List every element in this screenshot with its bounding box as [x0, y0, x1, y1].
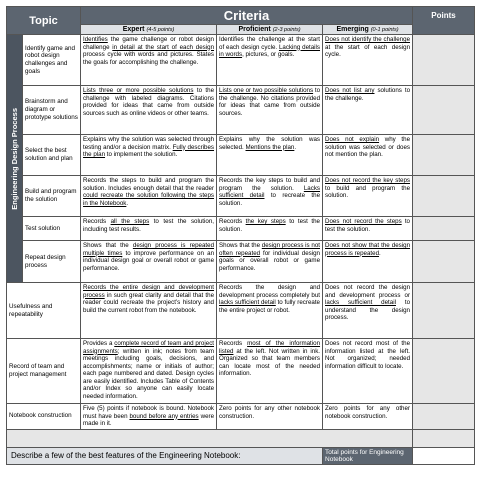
level-emerging-header: Emerging (0-1 points)	[323, 25, 413, 35]
points-input-cell[interactable]	[413, 283, 475, 339]
points-cell-blank	[413, 429, 475, 447]
criteria-text-segment: , pictures, or goals.	[242, 51, 295, 58]
criteria-text-segment: were made in it.	[83, 412, 215, 427]
criteria-text-segment: all the steps	[110, 218, 150, 225]
criteria-proficient-cell	[217, 283, 323, 339]
criteria-proficient-cell	[217, 241, 323, 283]
points-input-cell[interactable]	[413, 339, 475, 404]
criteria-text-segment: to test the solution.	[325, 218, 411, 233]
criteria-header: Criteria	[81, 7, 413, 25]
rubric-row	[7, 404, 475, 430]
criteria-text-segment: to implement the solution.	[105, 151, 178, 158]
row-topic: Usefulness and repeatability	[7, 283, 81, 339]
criteria-text-segment: to understand the design process.	[325, 299, 411, 321]
criteria-text-segment: Does not list any	[325, 87, 375, 94]
points-input-cell[interactable]	[413, 404, 475, 430]
criteria-text-segment: Lacking details in words	[219, 43, 321, 58]
criteria-text-segment: lacks sufficient detail	[219, 299, 276, 306]
criteria-text-segment: Records the steps to build and program the solution. Includes enough detail that the reader	[83, 177, 215, 192]
criteria-text-segment: Lists one or two possible solutions	[219, 87, 314, 94]
criteria-text-segment: Does not record most of the information listed at the left. Not organized; needed information difficult to locate.	[325, 340, 411, 370]
criteria-expert-cell	[81, 404, 217, 430]
criteria-text-segment: Zero points for any other notebook construction.	[325, 405, 411, 420]
criteria-text-segment: Lacks sufficient detail	[219, 184, 321, 199]
criteria-emerging-cell	[323, 339, 413, 404]
criteria-proficient-cell	[217, 339, 323, 404]
criteria-text-segment: the game challenge or robot design challenge	[83, 36, 215, 51]
criteria-expert-cell	[81, 217, 217, 241]
criteria-expert-cell	[81, 176, 217, 217]
criteria-text-segment: Provides a	[83, 340, 115, 347]
rubric-table	[6, 6, 475, 465]
criteria-text-segment: .	[294, 143, 297, 151]
criteria-text-segment: bound before any entries	[129, 412, 199, 420]
criteria-text-segment: Explains why the solution was selected.	[219, 136, 321, 151]
criteria-text-segment: to test the solution, including test results.	[83, 218, 215, 233]
criteria-text-segment: .	[379, 249, 381, 257]
points-input-cell[interactable]	[413, 217, 475, 241]
criteria-expert-cell	[81, 86, 217, 135]
criteria-text-segment: Records	[219, 218, 246, 225]
total-points-label: Total points for Engineering Notebook	[323, 447, 413, 464]
criteria-text-segment: Lists three or more possible solutions	[83, 87, 194, 94]
criteria-text-segment: Zero points for any other notebook construction.	[219, 405, 321, 420]
criteria-expert-cell	[81, 339, 217, 404]
criteria-proficient-cell	[217, 35, 323, 86]
criteria-text-segment: ; written in ink; notes from team meetings including goals, decisions, and accomplishments; name or initials of author; each page numbered and dated. Design cycles are easily identified. Includes Table of Contents and/or Index so anyone can easily locate needed information.	[83, 347, 215, 400]
criteria-text-segment: to test the solution.	[219, 218, 320, 233]
criteria-text-segment: solutions to the challenge.	[325, 87, 411, 102]
criteria-text-segment: Shows that the	[83, 242, 133, 249]
points-input-cell[interactable]	[413, 35, 475, 86]
criteria-expert-cell	[81, 35, 217, 86]
criteria-text-segment: Does not record the key steps	[325, 177, 411, 184]
criteria-text-segment: for individual design goals or overall robot or game performance.	[219, 249, 321, 272]
row-topic: Brainstorm and diagram or prototype solutions	[23, 86, 81, 135]
points-input-cell[interactable]	[413, 241, 475, 283]
criteria-text-segment: Does not show that the design process is repeated	[325, 242, 411, 257]
criteria-text-segment: could recreate the solution following the steps in the Notebook	[83, 192, 215, 207]
criteria-text-segment: Records	[83, 218, 111, 225]
criteria-text-segment: lacks sufficient detail	[325, 299, 396, 306]
row-topic: Select the best solution and plan	[23, 135, 81, 176]
section-label: Engineering Design Process	[10, 107, 19, 210]
rubric-row	[7, 241, 475, 283]
criteria-text-segment: at the start of each design cycle.	[325, 43, 411, 58]
criteria-expert-cell	[81, 283, 217, 339]
points-header: Points	[413, 7, 475, 35]
row-topic: Build and program the solution	[23, 176, 81, 217]
criteria-text-segment: the key steps	[245, 218, 286, 225]
rubric-row	[7, 135, 475, 176]
criteria-text-segment: most of the information listed	[219, 340, 321, 355]
criteria-text-segment: Fully describes the plan	[83, 143, 215, 158]
rubric-row	[7, 176, 475, 217]
rubric-sheet	[6, 6, 474, 494]
level-proficient-header: Proficient (2-3 points)	[217, 25, 323, 35]
criteria-text-segment: design process is repeated multiple times	[83, 242, 215, 257]
criteria-text-segment: Does not record the design and development process or	[325, 284, 411, 299]
criteria-text-segment: in such great clarity and detail that the reader could recreate the project’s history and build the current robot from the notebook.	[83, 291, 215, 314]
criteria-text-segment: .	[126, 199, 129, 207]
criteria-text-segment: in detail at the start of each design	[112, 43, 215, 51]
points-input-cell[interactable]	[413, 86, 475, 135]
criteria-text-segment: Records the key steps to build and program the solution.	[219, 177, 321, 192]
criteria-text-segment: to recreate the solution.	[219, 192, 321, 207]
row-topic: Test solution	[23, 217, 81, 241]
criteria-proficient-cell	[217, 217, 323, 241]
criteria-emerging-cell	[323, 86, 413, 135]
criteria-emerging-cell	[323, 35, 413, 86]
criteria-text-segment: Records the design and development process completely but	[219, 284, 321, 299]
criteria-text-segment: to the challenge. No citations provided for ideas that came from outside sources.	[219, 87, 321, 117]
criteria-text-segment: Records the entire design and development process	[83, 284, 215, 299]
criteria-emerging-cell	[323, 217, 413, 241]
criteria-text-segment: to improve performance on an individual design goal or overall robot or game performance.	[83, 249, 215, 272]
criteria-emerging-cell	[323, 135, 413, 176]
criteria-text-segment: to build and program the solution.	[325, 184, 411, 199]
criteria-expert-cell	[81, 241, 217, 283]
criteria-text-segment: to fully recreate the entire project or robot.	[219, 299, 320, 314]
criteria-text-segment: design process is not often repeated	[219, 242, 321, 257]
criteria-proficient-cell	[217, 404, 323, 430]
criteria-text-segment: to the challenge with labeled diagrams. Citations provided for ideas that came from outside sources such as online videos or other teams.	[83, 87, 215, 117]
criteria-text-segment: Records	[219, 340, 248, 347]
row-topic: Identify game and robot design challenges and goals	[23, 35, 81, 86]
criteria-text-segment: Five (5) points if notebook is bound. Notebook must have been	[83, 405, 215, 420]
points-input-cell[interactable]	[413, 176, 475, 217]
total-points-field[interactable]	[413, 447, 475, 464]
topic-header: Topic	[7, 7, 81, 35]
criteria-emerging-cell	[323, 404, 413, 430]
criteria-proficient-cell	[217, 176, 323, 217]
criteria-text-segment: process cycle with words and pictures. States the goals for accomplishing the challenge.	[83, 51, 215, 66]
criteria-proficient-cell	[217, 86, 323, 135]
criteria-text-segment: Does not explain	[325, 136, 380, 143]
row-topic: Record of team and project management	[7, 339, 81, 404]
criteria-emerging-cell	[323, 283, 413, 339]
criteria-emerging-cell	[323, 176, 413, 217]
criteria-text-segment: Shows that the	[219, 242, 262, 249]
rubric-row	[7, 339, 475, 404]
row-topic: Notebook construction	[7, 404, 81, 430]
rubric-row	[7, 217, 475, 241]
criteria-text-segment: Mentions the plan	[245, 143, 295, 151]
criteria-text-segment: Identifies	[83, 36, 108, 43]
rubric-row	[7, 283, 475, 339]
row-topic: Repeat design process	[23, 241, 81, 283]
criteria-text-segment: at the left. Not written in ink. Organized so that team members can locate most of the needed information.	[219, 347, 321, 377]
criteria-text-segment: Does not identify the challenge	[325, 36, 411, 43]
level-expert-header: Expert (4-5 points)	[81, 25, 217, 35]
criteria-emerging-cell	[323, 241, 413, 283]
rubric-row	[7, 86, 475, 135]
points-input-cell[interactable]	[413, 135, 475, 176]
best-features-prompt: Describe a few of the best features of the Engineering Notebook:	[7, 447, 323, 464]
criteria-proficient-cell	[217, 135, 323, 176]
criteria-text-segment: Explains why the solution was selected through testing and/or a decision matrix.	[83, 136, 215, 151]
criteria-expert-cell	[81, 135, 217, 176]
criteria-text-segment: why the solution was selected or does not mention the plan.	[325, 136, 411, 158]
criteria-text-segment: Does not record the steps	[325, 218, 402, 225]
criteria-text-segment: Identifies the challenge at the start of each design cycle.	[219, 36, 321, 51]
criteria-text-segment: complete record of team and project assignments	[83, 340, 215, 355]
engineering-design-process-band	[7, 35, 23, 283]
rubric-row	[7, 35, 475, 86]
